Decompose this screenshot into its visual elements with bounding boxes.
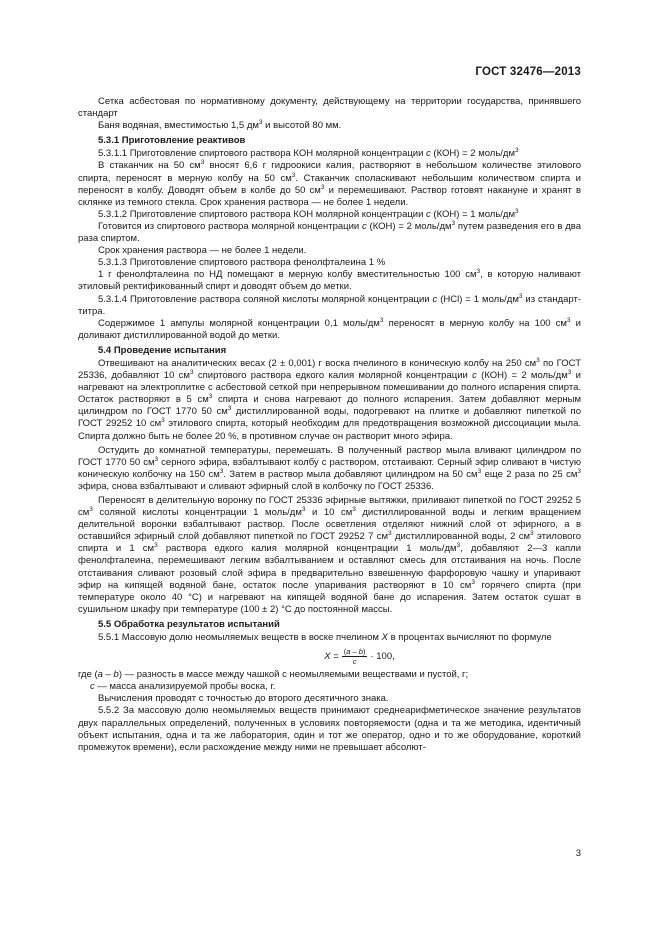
paragraph: Сетка асбестовая по нормативному документу, действующему на территории государства, принявшего стандарт [78, 96, 581, 120]
paragraph: 5.3.1.4 Приготовление раствора соляной кислоты молярной концентрации с (HCl) = 1 моль/$дм^3$ из стандарт-титра. [78, 292, 581, 317]
section-heading: 5.4 Проведение испытания [98, 344, 227, 356]
paragraph: Отвешивают на аналитических весах (2 ± 0,001) г воска пчелиного в коническую колбу на 250 $см^3$ по ГОСТ 25336, добавляют 10 $см^3$ спиртового раствора едкого калия молярной концентрации с (КОН) = 2 моль/$дм^3$ и нагревают на электроплитке с асбестовой сеткой при непрерывном помешивании до полного испарения спирта. Остаток растворяют в 5 $см^3$ спирта и снова нагревают до полного испарения. Затем добавляют мерным цилиндром по ГОСТ 1770 50 $см^3$ дистиллированной воды, подогревают на плитке и добавляют пипеткой по ГОСТ 29252 10 $см^3$ этилового спирта, который необходим для предотвращения возможной диссоциации мыла. Спирта должно быть не более 20 %, в противном случае он растворит много эфира. [78, 356, 581, 442]
paragraph: с — масса анализируемой пробы воска, г. [90, 681, 276, 693]
paragraph: 1 г фенолфталеина по НД помещают в мерную колбу вместительностью 100 $см^3$, в которую наливают этиловый ректификованный спирт и доводят объем до метки. [78, 268, 581, 293]
document-body [78, 96, 581, 754]
paragraph: 5.3.1.1 Приготовление спиртового раствора КОН молярной концентрации с (КОН) = 2 моль/$дм^3$ [98, 147, 519, 160]
paragraph: Баня водяная, вместимостью 1,5 $дм^3$ и высотой 80 мм. [98, 119, 342, 132]
formula-lhs: X = [324, 650, 339, 662]
formula-rhs: · 100, [370, 650, 395, 662]
paragraph: где (а – b) — разность в массе между чашкой с неомыляемыми веществами и пустой, г; [78, 669, 469, 681]
paragraph: 5.5.1 Массовую долю неомыляемых веществ в воске пчелином X в процентах вычисляют по формуле [98, 632, 552, 644]
paragraph: Готовится из спиртового раствора молярной концентрации с (КОН) = 2 моль/$дм^3$ путем разведения его в два раза спиртом. [78, 219, 581, 245]
document-code-header: ГОСТ 32476—2013 [475, 66, 581, 78]
paragraph: В стаканчик на 50 $см^3$ вносят 6,6 г гидроокиси калия, растворяют в небольшом количестве этилового спирта, переносят в мерную колбу на 50 $см^3$. Стаканчик споласкивают небольшим количеством спирта и переносят в колбу. Доводят объем в колбе до 50 $см^3$ и перемешивают. Раствор готовят накануне и хранят в склянке из темного стекла. Срок хранения раствора — не более 1 недели. [78, 159, 581, 208]
paragraph: 5.5.2 За массовую долю неомыляемых веществ принимают среднеарифметическое значение результатов двух параллельных определений, полученных в условиях повторяемости (одна и та же методика, идентичный объект испытания, одна и та же лаборатория, один и тот же оператор, одно и то же оборудование, короткий промежуток времени), если расхождение между ними не превышает абсолют- [78, 705, 581, 753]
formula-numerator: (a – b) [343, 647, 366, 657]
paragraph: Вычисления проводят с точностью до второго десятичного знака. [98, 693, 389, 705]
paragraph: 5.3.1.3 Приготовление спиртового раствора фенолфталеина 1 % [98, 257, 386, 269]
formula [138, 647, 581, 666]
page-number: 3 [575, 848, 581, 859]
paragraph: Срок хранения раствора — не более 1 недели. [98, 245, 307, 257]
paragraph: 5.3.1.2 Приготовление спиртового раствора КОН молярной концентрации с (КОН) = 1 моль/$дм^3$ [98, 207, 519, 220]
paragraph: Содержимое 1 ампулы молярной концентрации 0,1 моль/$дм^3$ переносят в мерную колбу на 100 $см^3$ и доливают дистиллированной водой до метки. [78, 316, 581, 341]
section-heading: 5.3.1 Приготовление реактивов [98, 135, 246, 147]
paragraph: Переносят в делительную воронку по ГОСТ 25336 эфирные вытяжки, приливают пипеткой по ГОСТ 29252 5 $см^3$ соляной кислоты концентрации 1 моль/$дм^3$ и 10 $см^3$ дистиллированной воды и легким вращением делительной воронки взбалтывают раствор. После осветления отделяют нижний слой от эфирного, а в оставшийся эфирный слой добавляют пипеткой по ГОСТ 29252 7 $см^3$ дистиллированной воды, 2 $см^3$ этилового спирта и 1 $см^3$ раствора едкого калия молярной концентрации 1 моль/$дм^3$, добавляют 2—3 капли фенолфталеина, перемешивают легким взбалтыванием и оставляют смесь для отстаивания на ночь. После отстаивания сливают розовый слой эфира в предварительно взвешенную фарфоровую чашку и упаривают эфир на кипящей водяной бане, остаток после упаривания растворяют в 10 $см^3$ горячего спирта (при температуре около 40 °С) и нагревают на кипящей водяной бане до испарения. Затем остаток сушат в сушильном шкафу при температуре (100 ± 2) °С до постоянной массы. [78, 495, 582, 615]
formula-denominator: c [352, 657, 357, 667]
paragraph: Остудить до комнатной температуры, перемешать. В полученный раствор мыла вливают цилиндром по ГОСТ 1770 50 $см^3$ серного эфира, взбалтывают колбу с раствором, отстаивают. Серный эфир сливают в чистую коническую колбочку на 150 $см^3$. Затем в раствор мыла добавляют цилиндром на 50 $см^3$ еще 2 раза по 25 $см^3$ эфира, снова взбалтывают и сливают эфирный слой в колбочку по ГОСТ 25336. [78, 444, 581, 492]
formula-fraction [342, 647, 368, 666]
section-heading: 5.5 Обработка результатов испытаний [98, 618, 280, 630]
